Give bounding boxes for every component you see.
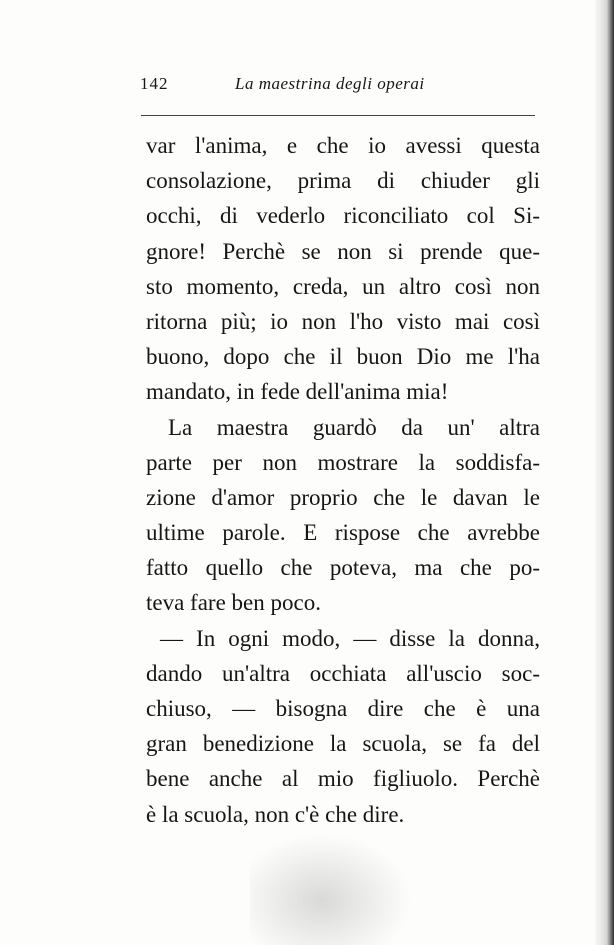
text-line: buono, dopo che il buon Dio me l'ha bbox=[146, 344, 540, 370]
paragraph-end-line: mandato, in fede dell'anima mia! bbox=[146, 379, 449, 405]
text-line: consolazione, prima di chiuder gli bbox=[146, 168, 540, 194]
paragraph-end-line: teva fare ben poco. bbox=[146, 590, 321, 616]
page-header bbox=[140, 74, 535, 104]
text-line: sto momento, creda, un altro così non bbox=[146, 273, 540, 299]
page-edge bbox=[598, 0, 614, 945]
text-line: fatto quello che poteva, ma che po- bbox=[146, 555, 540, 581]
paper-stain bbox=[250, 835, 410, 945]
paragraph-start-line: La maestra guardò da un' altra bbox=[168, 414, 540, 440]
body-text bbox=[146, 128, 540, 832]
text-line: zione d'amor proprio che le davan le bbox=[146, 484, 540, 510]
text-line: parte per non mostrare la soddisfa- bbox=[146, 449, 540, 475]
text-line: var l'anima, e che io avessi questa bbox=[146, 133, 540, 158]
text-line: ritorna più; io non l'ho visto mai così bbox=[146, 308, 540, 334]
text-line: chiuso, — bisogna dire che è una bbox=[146, 696, 540, 721]
paragraph-start-line: — In ogni modo, — disse la donna, bbox=[160, 625, 540, 651]
text-line: occhi, di vederlo riconciliato col Si- bbox=[146, 203, 540, 229]
text-line: gnore! Perchè se non si prende que- bbox=[146, 238, 540, 264]
page-number: 142 bbox=[140, 74, 169, 93]
header-rule bbox=[141, 115, 535, 116]
text-line: bene anche al mio figliuolo. Perchè bbox=[146, 766, 540, 792]
text-line: gran benedizione la scuola, se fa del bbox=[146, 731, 540, 757]
paragraph-end-line: è la scuola, non c'è che dire. bbox=[146, 801, 405, 827]
text-line: ultime parole. E rispose che avrebbe bbox=[146, 520, 540, 546]
running-title: La maestrina degli operai bbox=[235, 74, 425, 93]
text-line: dando un'altra occhiata all'uscio soc- bbox=[146, 660, 540, 686]
